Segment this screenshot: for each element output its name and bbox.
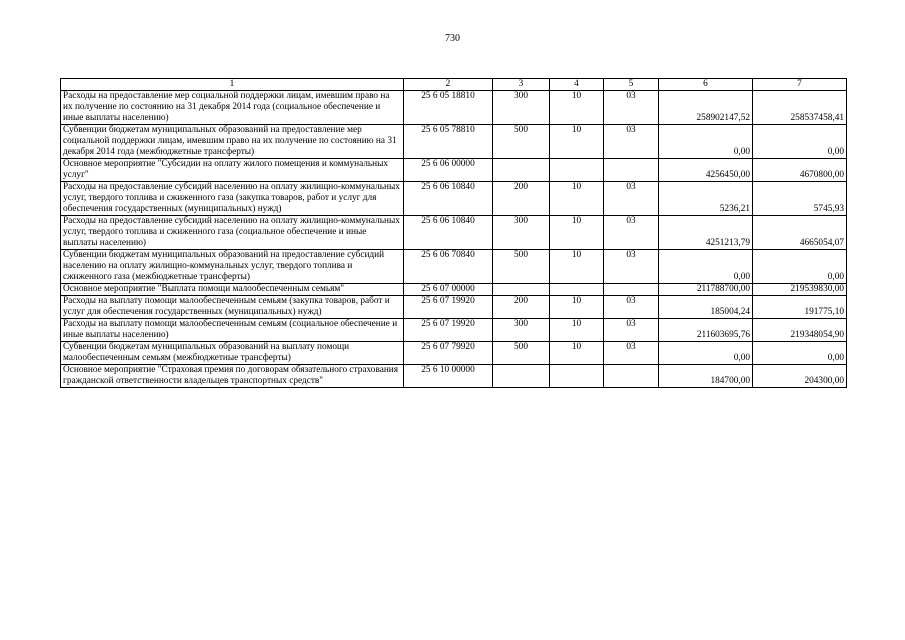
row-expense-type: 500 (493, 250, 550, 284)
row-value-col7: 219539830,00 (753, 284, 847, 296)
table-row (61, 91, 847, 125)
row-expense-type: 500 (493, 342, 550, 365)
row-section (550, 159, 604, 182)
row-value-col6: 0,00 (659, 250, 753, 284)
page-number: 730 (445, 33, 460, 44)
row-section: 10 (550, 250, 604, 284)
table-body (61, 91, 847, 388)
table-row (61, 284, 847, 296)
row-section: 10 (550, 319, 604, 342)
row-value-col6: 4256450,00 (659, 159, 753, 182)
row-section: 10 (550, 125, 604, 159)
column-header: 5 (604, 79, 659, 91)
column-header: 6 (659, 79, 753, 91)
row-target-article: 25 6 05 78810 (404, 125, 493, 159)
row-description: Субвенции бюджетам муниципальных образований на выплату помощи малообеспеченным семьям (межбюджетные трансферты) (61, 342, 404, 365)
row-value-col6: 4251213,79 (659, 216, 753, 250)
row-section: 10 (550, 216, 604, 250)
row-value-col7: 0,00 (753, 125, 847, 159)
row-expense-type: 200 (493, 182, 550, 216)
row-description: Расходы на предоставление мер социальной поддержки лицам, имевшим право на их получение по состоянию на 31 декабря 2014 года (социальное обеспечение и иные выплаты населению) (61, 91, 404, 125)
row-value-col6: 211788700,00 (659, 284, 753, 296)
row-description: Субвенции бюджетам муниципальных образований на предоставление мер социальной поддержки лицам, имевшим право на их получение по состоянию на 31 декабря 2014 года (межбюджетные трансферты) (61, 125, 404, 159)
table-row (61, 159, 847, 182)
row-description: Основное мероприятие "Субсидии на оплату жилого помещения и коммунальных услуг" (61, 159, 404, 182)
row-value-col7: 0,00 (753, 250, 847, 284)
row-value-col7: 191775,10 (753, 296, 847, 319)
row-value-col7: 4670800,00 (753, 159, 847, 182)
row-value-col6: 0,00 (659, 125, 753, 159)
table-row (61, 296, 847, 319)
row-section: 10 (550, 182, 604, 216)
row-description: Расходы на выплату помощи малообеспеченным семьям (закупка товаров, работ и услуг для обеспечения государственных (муниципальных) нужд) (61, 296, 404, 319)
row-value-col6: 5236,21 (659, 182, 753, 216)
row-target-article: 25 6 05 18810 (404, 91, 493, 125)
row-description: Расходы на предоставление субсидий населению на оплату жилищно-коммунальных услуг, твердого топлива и сжиженного газа (закупка товаров, работ и услуг для обеспечения государственных (муниципальных) нужд) (61, 182, 404, 216)
row-value-col6: 185004,24 (659, 296, 753, 319)
row-subsection (604, 365, 659, 388)
table-row (61, 365, 847, 388)
row-target-article: 25 6 10 00000 (404, 365, 493, 388)
table-row (61, 125, 847, 159)
row-expense-type (493, 159, 550, 182)
row-target-article: 25 6 06 10840 (404, 216, 493, 250)
row-description: Расходы на предоставление субсидий населению на оплату жилищно-коммунальных услуг, твердого топлива и сжиженного газа (социальное обеспечение и иные выплаты населению) (61, 216, 404, 250)
row-expense-type: 200 (493, 296, 550, 319)
row-section (550, 284, 604, 296)
column-header: 4 (550, 79, 604, 91)
row-target-article: 25 6 06 70840 (404, 250, 493, 284)
table-row (61, 342, 847, 365)
row-subsection: 03 (604, 250, 659, 284)
row-expense-type: 300 (493, 91, 550, 125)
row-value-col7: 5745,93 (753, 182, 847, 216)
row-value-col7: 258537458,41 (753, 91, 847, 125)
row-subsection: 03 (604, 216, 659, 250)
row-description: Основное мероприятие "Выплата помощи малообеспеченным семьям" (61, 284, 404, 296)
row-value-col7: 219348054,90 (753, 319, 847, 342)
row-target-article: 25 6 07 19920 (404, 296, 493, 319)
row-value-col7: 204300,00 (753, 365, 847, 388)
budget-table (60, 78, 847, 388)
row-subsection: 03 (604, 342, 659, 365)
row-description: Субвенции бюджетам муниципальных образований на предоставление субсидий населению на оплату жилищно-коммунальных услуг, твердого топлива и сжиженного газа (межбюджетные трансферты) (61, 250, 404, 284)
column-header: 3 (493, 79, 550, 91)
column-header: 2 (404, 79, 493, 91)
row-section: 10 (550, 342, 604, 365)
row-subsection (604, 159, 659, 182)
row-target-article: 25 6 06 00000 (404, 159, 493, 182)
row-expense-type: 300 (493, 216, 550, 250)
row-expense-type (493, 365, 550, 388)
column-header: 7 (753, 79, 847, 91)
row-value-col6: 184700,00 (659, 365, 753, 388)
column-header: 1 (61, 79, 404, 91)
row-target-article: 25 6 07 00000 (404, 284, 493, 296)
row-value-col6: 211603695,76 (659, 319, 753, 342)
row-section: 10 (550, 296, 604, 319)
table-row (61, 216, 847, 250)
row-value-col6: 0,00 (659, 342, 753, 365)
row-subsection: 03 (604, 319, 659, 342)
row-description: Основное мероприятие "Страховая премия по договорам обязательного страхования гражданской ответственности владельцев транспортных средств" (61, 365, 404, 388)
row-target-article: 25 6 06 10840 (404, 182, 493, 216)
row-subsection: 03 (604, 296, 659, 319)
table-row (61, 182, 847, 216)
row-expense-type (493, 284, 550, 296)
row-target-article: 25 6 07 79920 (404, 342, 493, 365)
row-subsection (604, 284, 659, 296)
row-expense-type: 500 (493, 125, 550, 159)
table-header-row (61, 79, 847, 91)
table-row (61, 319, 847, 342)
row-value-col6: 258902147,52 (659, 91, 753, 125)
row-subsection: 03 (604, 182, 659, 216)
row-description: Расходы на выплату помощи малообеспеченным семьям (социальное обеспечение и иные выплаты населению) (61, 319, 404, 342)
row-value-col7: 0,00 (753, 342, 847, 365)
row-section: 10 (550, 91, 604, 125)
row-expense-type: 300 (493, 319, 550, 342)
row-target-article: 25 6 07 19920 (404, 319, 493, 342)
row-subsection: 03 (604, 91, 659, 125)
row-section (550, 365, 604, 388)
row-subsection: 03 (604, 125, 659, 159)
row-value-col7: 4665054,07 (753, 216, 847, 250)
table-row (61, 250, 847, 284)
